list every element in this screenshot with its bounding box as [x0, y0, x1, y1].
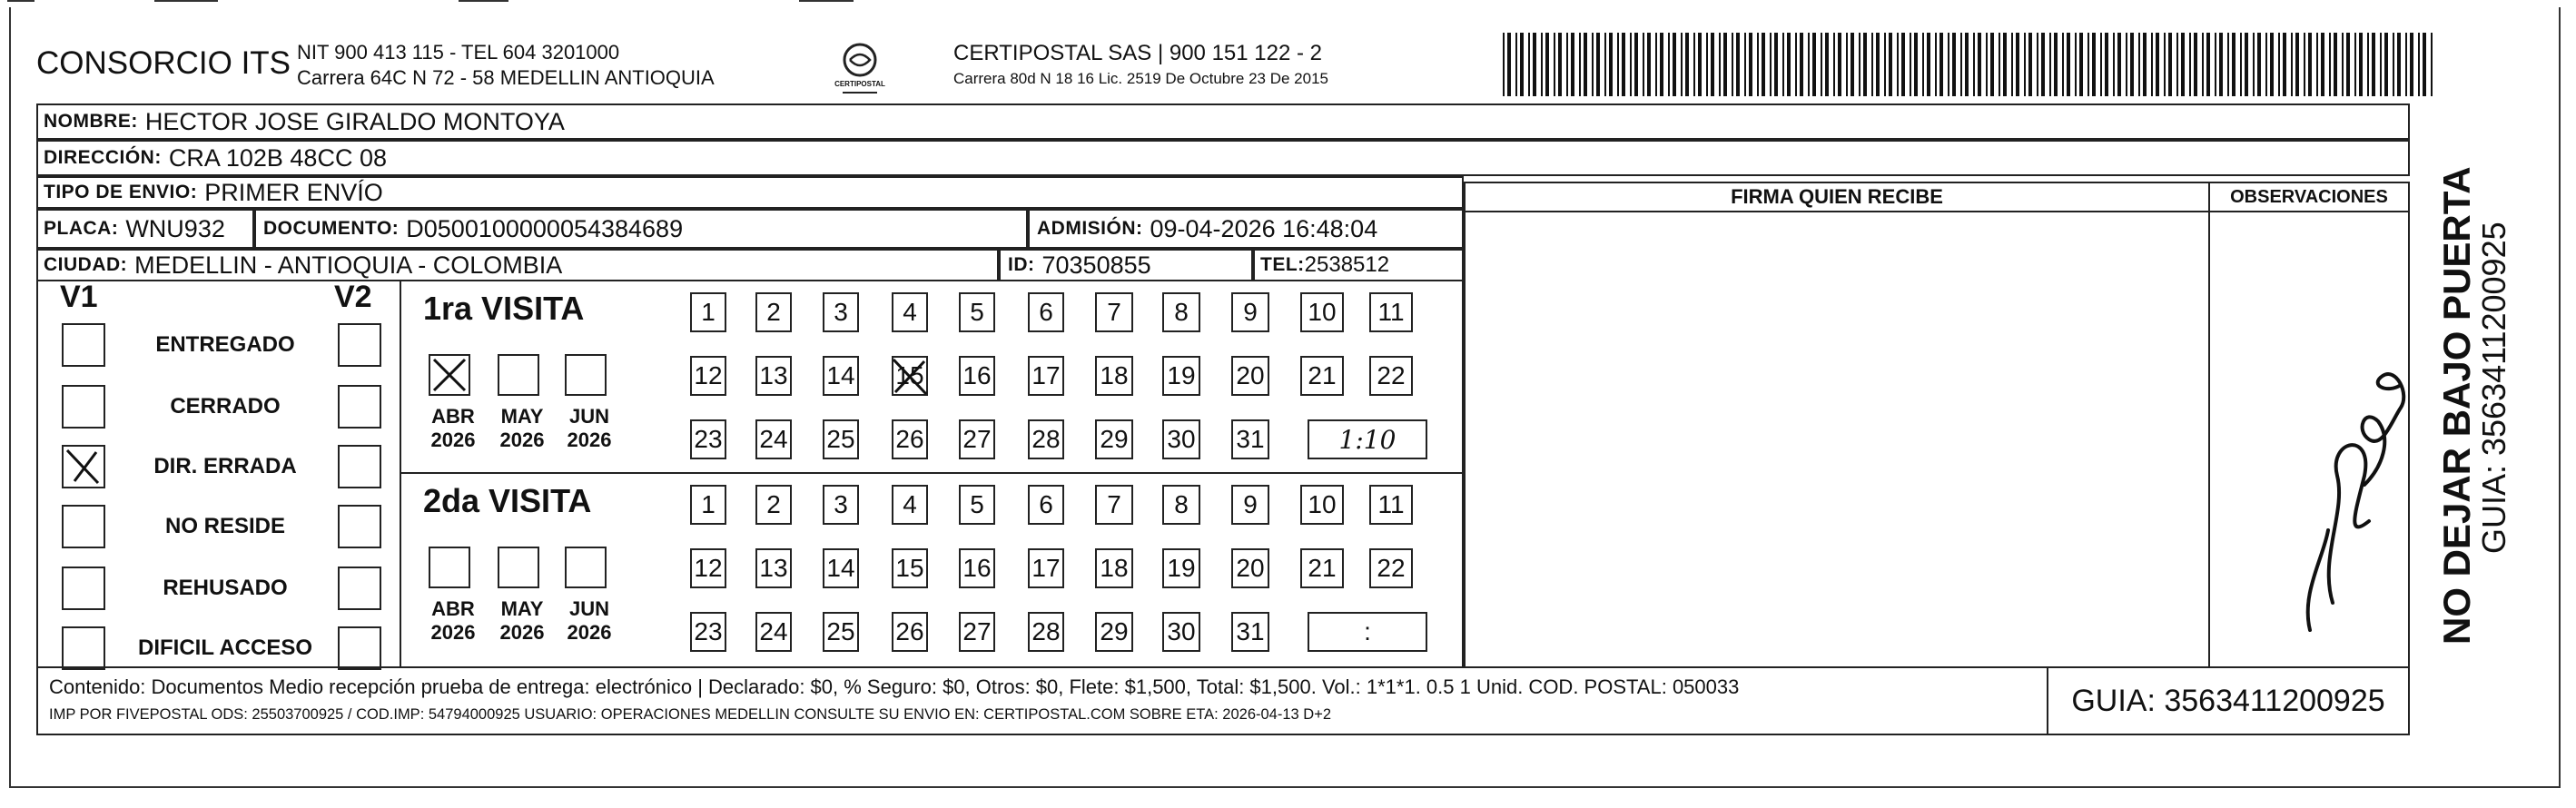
day-box[interactable]: 14 [823, 356, 859, 396]
observaciones-header [2208, 182, 2410, 212]
day-box[interactable]: 10 [1300, 292, 1344, 332]
status-divider [400, 281, 401, 668]
admision-value: 09-04-2026 16:48:04 [1150, 214, 1378, 242]
day-box[interactable]: 20 [1231, 548, 1269, 588]
observaciones-label: OBSERVACIONES [2230, 186, 2388, 207]
day-box[interactable]: 22 [1369, 356, 1413, 396]
firma-label: FIRMA QUIEN RECIBE [1731, 185, 1943, 208]
firma-area [1464, 212, 2210, 668]
status-option-label: ENTREGADO [155, 332, 295, 357]
month-checkbox[interactable] [565, 547, 607, 588]
hour-box[interactable]: : [1308, 612, 1427, 652]
month-label: ABR 2026 [430, 597, 476, 644]
day-box[interactable]: 27 [959, 612, 995, 652]
day-box[interactable]: 16 [959, 356, 995, 396]
certipostal-logo [834, 40, 886, 100]
company-address: Carrera 64C N 72 - 58 MEDELLIN ANTIOQUIA [297, 66, 715, 89]
v2-checkbox[interactable] [338, 567, 381, 610]
day-box[interactable]: 25 [823, 612, 859, 652]
side-warning: NO DEJAR BAJO PUERTA [2435, 166, 2478, 645]
nombre-row [36, 103, 2410, 140]
check-mark-icon [430, 356, 469, 394]
day-box[interactable]: 8 [1162, 292, 1200, 332]
month-label: ABR 2026 [430, 405, 476, 451]
nombre-value: HECTOR JOSE GIRALDO MONTOYA [144, 107, 565, 135]
v1-checkbox[interactable] [62, 626, 105, 670]
month-label: MAY 2026 [499, 405, 545, 451]
direccion-value: CRA 102B 48CC 08 [168, 143, 387, 172]
tipo-envio-label: TIPO DE ENVIO: [44, 182, 198, 202]
company-nit-tel: NIT 900 413 115 - TEL 604 3201000 [297, 41, 620, 64]
v2-checkbox[interactable] [338, 323, 381, 367]
day-box[interactable]: 19 [1162, 548, 1200, 588]
month-label: JUN 2026 [567, 405, 612, 451]
v1-checkbox[interactable] [62, 567, 105, 610]
month-checkbox[interactable] [498, 547, 539, 588]
company-name: CONSORCIO ITS [36, 45, 291, 81]
ciudad-label: CIUDAD: [44, 254, 128, 275]
day-box[interactable]: 23 [690, 612, 726, 652]
tel-label: TEL: [1260, 254, 1305, 275]
day-box[interactable]: 24 [755, 419, 792, 459]
v1-checkbox[interactable] [62, 505, 105, 548]
side-guia: GUIA: 3563411200925 [2475, 222, 2512, 554]
placa-cell [36, 209, 254, 249]
day-box[interactable]: 10 [1300, 485, 1344, 525]
day-box[interactable]: 26 [892, 612, 928, 652]
day-box[interactable]: 27 [959, 419, 995, 459]
id-value: 70350855 [1041, 251, 1151, 279]
month-checkbox[interactable] [498, 354, 539, 396]
status-option-label: REHUSADO [163, 576, 288, 600]
day-box[interactable]: 8 [1162, 485, 1200, 525]
day-box[interactable]: 23 [690, 419, 726, 459]
certipostal-line1: CERTIPOSTAL SAS | 900 151 122 - 2 [953, 41, 1322, 65]
certipostal-line2: Carrera 80d N 18 16 Lic. 2519 De Octubre 23 De 2015 [953, 70, 1328, 87]
day-box[interactable]: 20 [1231, 356, 1269, 396]
tel-value: 2538512 [1304, 252, 1390, 277]
day-box[interactable]: 21 [1300, 548, 1344, 588]
month-checkbox[interactable] [429, 547, 470, 588]
day-box[interactable]: 4 [892, 485, 928, 525]
day-box[interactable]: 24 [755, 612, 792, 652]
certipostal-logo-text: CERTIPOSTAL [834, 80, 885, 88]
v2-checkbox[interactable] [338, 626, 381, 670]
admision-cell [1028, 209, 1464, 249]
v2-checkbox[interactable] [338, 505, 381, 548]
day-box[interactable]: 16 [959, 548, 995, 588]
day-box[interactable]: 5 [959, 292, 995, 332]
day-box[interactable]: 13 [755, 548, 792, 588]
top-dash-marks [0, 0, 2576, 7]
visit-title: 2da VISITA [423, 482, 592, 519]
day-box[interactable]: 29 [1095, 612, 1133, 652]
direccion-label: DIRECCIÓN: [44, 147, 162, 168]
status-option-label: DIFICIL ACCESO [137, 636, 312, 660]
day-box[interactable]: 11 [1369, 292, 1413, 332]
id-label: ID: [1008, 254, 1035, 275]
day-box[interactable]: 19 [1162, 356, 1200, 396]
v2-checkbox[interactable] [338, 385, 381, 429]
day-box[interactable]: 12 [690, 356, 726, 396]
day-box[interactable]: 15 [892, 356, 928, 396]
footer-line1: Contenido: Documentos Medio recepción prueba de entrega: electrónico | Declarado: $0, % Seguro: $0, Otros: $0, Flete: $1,500, Total: $1,500. Vol.: 1*1*1. 0.5 1 Unid. COD. POSTAL: 050033 [49, 675, 1740, 698]
month-checkbox[interactable] [429, 354, 470, 396]
day-box[interactable]: 17 [1028, 548, 1064, 588]
footer-guia: GUIA: 3563411200925 [2071, 683, 2385, 718]
tipo-envio-value: PRIMER ENVÍO [204, 178, 383, 206]
day-box[interactable]: 26 [892, 419, 928, 459]
day-box[interactable]: 17 [1028, 356, 1064, 396]
day-box[interactable]: 30 [1162, 612, 1200, 652]
status-option-label: DIR. ERRADA [153, 454, 297, 478]
day-box[interactable]: 13 [755, 356, 792, 396]
footer-guia-box [2047, 668, 2410, 735]
v1-header: V1 [60, 280, 98, 314]
day-box[interactable]: 9 [1231, 485, 1269, 525]
day-box[interactable]: 22 [1369, 548, 1413, 588]
observaciones-area [2208, 212, 2410, 668]
documento-value: D0500100000054384689 [406, 214, 684, 242]
admision-label: ADMISIÓN: [1037, 218, 1143, 239]
check-mark-icon [64, 447, 104, 487]
v1-checkbox[interactable] [62, 323, 105, 367]
day-box[interactable]: 28 [1028, 612, 1064, 652]
firma-header [1464, 182, 2210, 212]
certipostal-logo-icon [834, 40, 886, 100]
day-box[interactable]: 7 [1095, 485, 1133, 525]
day-box[interactable]: 18 [1095, 356, 1133, 396]
day-box[interactable]: 4 [892, 292, 928, 332]
day-cross-mark [892, 356, 928, 396]
placa-value: WNU932 [125, 214, 225, 242]
day-box[interactable]: 6 [1028, 485, 1064, 525]
tipo-envio-row [36, 176, 1464, 209]
day-box[interactable]: 21 [1300, 356, 1344, 396]
documento-label: DOCUMENTO: [263, 218, 400, 239]
v1-checkbox[interactable] [62, 385, 105, 429]
handwritten-observation [2210, 212, 2410, 666]
status-option-label: NO RESIDE [164, 514, 286, 538]
day-box[interactable]: 12 [690, 548, 726, 588]
v1-checkbox[interactable] [62, 445, 105, 488]
day-box[interactable]: 30 [1162, 419, 1200, 459]
day-box[interactable]: 3 [823, 485, 859, 525]
day-box[interactable]: 1 [690, 292, 726, 332]
day-box[interactable]: 3 [823, 292, 859, 332]
day-box[interactable]: 9 [1231, 292, 1269, 332]
day-box[interactable]: 18 [1095, 548, 1133, 588]
day-box[interactable]: 1 [690, 485, 726, 525]
visit-title: 1ra VISITA [423, 290, 585, 327]
hour-box[interactable]: 1:10 [1308, 419, 1427, 459]
month-label: JUN 2026 [567, 597, 612, 644]
day-box[interactable]: 5 [959, 485, 995, 525]
placa-label: PLACA: [44, 218, 119, 239]
month-label: MAY 2026 [499, 597, 545, 644]
day-box[interactable]: 7 [1095, 292, 1133, 332]
v2-header: V2 [334, 280, 372, 314]
day-box[interactable]: 25 [823, 419, 859, 459]
tel-cell [1253, 249, 1464, 281]
footer-line2: IMP POR FIVEPOSTAL ODS: 25503700925 / COD.IMP: 54794000925 USUARIO: OPERACIONES MEDELLIN CONSULTE SU ENVIO EN: CERTIPOSTAL.COM SOBRE ETA: 2026-04-13 D+2 [49, 706, 1332, 723]
day-box[interactable]: 29 [1095, 419, 1133, 459]
status-option-label: CERRADO [170, 394, 281, 419]
visits-divider [401, 472, 1464, 474]
month-checkbox[interactable] [565, 354, 607, 396]
day-box[interactable]: 15 [892, 548, 928, 588]
id-cell [999, 249, 1253, 281]
day-box[interactable]: 2 [755, 485, 792, 525]
day-box[interactable]: 2 [755, 292, 792, 332]
nombre-label: NOMBRE: [44, 111, 138, 132]
v2-checkbox[interactable] [338, 445, 381, 488]
day-box[interactable]: 6 [1028, 292, 1064, 332]
day-box[interactable]: 28 [1028, 419, 1064, 459]
day-box[interactable]: 11 [1369, 485, 1413, 525]
barcode [1503, 33, 2433, 96]
ciudad-cell [36, 249, 999, 281]
day-box[interactable]: 31 [1231, 419, 1269, 459]
documento-cell [254, 209, 1028, 249]
direccion-row [36, 140, 2410, 176]
ciudad-value: MEDELLIN - ANTIOQUIA - COLOMBIA [134, 251, 563, 279]
day-box[interactable]: 31 [1231, 612, 1269, 652]
day-box[interactable]: 14 [823, 548, 859, 588]
